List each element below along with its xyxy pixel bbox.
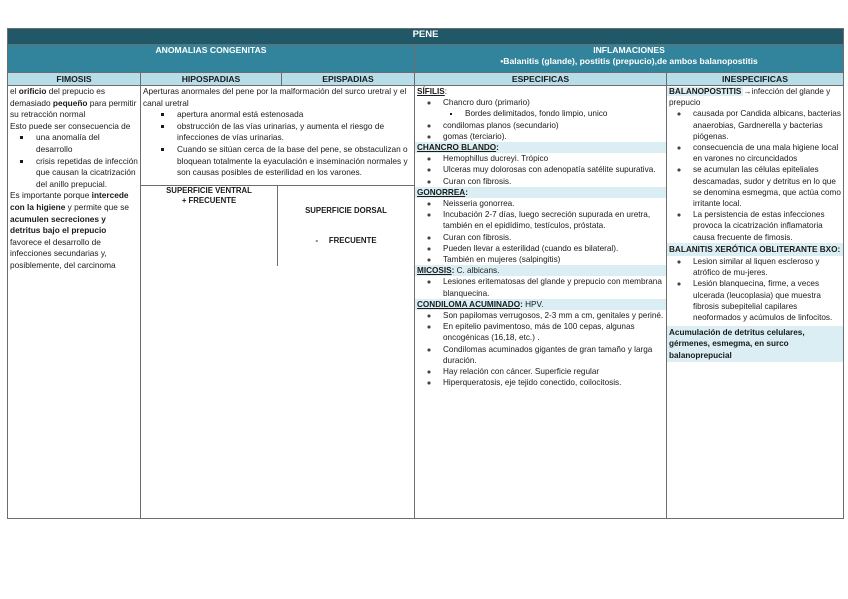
fimosis-cause-intro: Esto puede ser consecuencia de — [10, 120, 131, 131]
hipospadias-cell — [141, 86, 415, 519]
section-inflamaciones-title: INFLAMACIONES — [593, 45, 665, 55]
list-item: ◦ Condilomas acuminados gigantes de gran tamaño y larga duración. — [439, 344, 664, 366]
list-item: ◦ condilomas planos (secundario) — [439, 120, 664, 131]
list-item: ◦ se acumulan las células epiteliales descamadas, sudor y detritus en lo que se denomina esmegma, que actúa como irritante local. — [689, 164, 841, 209]
list-item: ◦ En epitelio pavimentoso, más de 100 cepas, algunas oncogénicas (16,18, etc.) . — [439, 321, 664, 343]
bxo-heading: BALANITIS XERÓTICA OBLITERANTE BXO: — [667, 243, 843, 256]
list-item: ◦ Lesiones eritematosas del glande y prepucio con membrana blanquecina. — [439, 276, 664, 298]
especificas-cell: SÍFILIS: ◦ Chancro duro (primario) ▪ Bordes delimitados, fondo limpio, unico ◦ condilomas planos (secundario) ◦ gomas (terciario). CHANCRO BLANDO: ◦ Hemophillus ducreyi. Trópico ◦ Ulceras muy dolorosas con adenopatía satélite supurativa. ◦ Curan con fibrosis. GONORREA: ◦ Neisseria gonorrea. ◦ Incubación 2-7 días, luego secreción supurada en uretra, también en el epidídimo, testículos, próstata. ◦ Curan con fibrosis. ◦ Pueden llevar a esterilidad (cuando es bilateral). ◦ También en mujeres (salpingitis) MICOSIS: C. albicans. ◦ Lesiones eritematosas del glande y prepucio con membrana blanquecina. CONDILOMA ACUMINADO: HPV. ◦ Son papilomas verrugosos, 2-3 mm a cm, genitales y periné. ◦ En epitelio pavimentoso, más de 100 cepas, algunas oncogénicas (16,18, etc.) . ◦ Condilomas acuminados gigantes de gran tamaño y larga duración. ◦ Hay relación con cáncer. Superficie regular ◦ Hiperqueratosis, eje tejido conectido, coilocitosis. — [415, 86, 667, 519]
list-item: ▪ Bordes delimitados, fondo limpio, unico — [461, 108, 664, 119]
inespecificas-cell — [667, 86, 844, 519]
superficie-split — [141, 186, 414, 266]
list-item: ◦ Curan con fibrosis. — [439, 232, 664, 243]
list-item: ▪ una anomalía del desarrollo — [32, 132, 138, 155]
hipospadias-intro: Aperturas anormales del pene por la malformación del surco uretral y el canal uretral — [143, 86, 407, 108]
section-inflamaciones-subtitle: •Balanitis (glande), postitis (prepucio),de ambos balanopostitis — [500, 55, 758, 66]
micosis-heading: MICOSIS — [417, 266, 452, 276]
list-item: ◦ Ulceras muy dolorosas con adenopatía satélite supurativa. — [439, 164, 664, 175]
list-item: ◦ Lesión blanquecina, firme, a veces ulcerada (leucoplasia) que muestra fibrosis subepitelial capilares neoformados y acúmulos de linfocitos. — [689, 278, 841, 323]
gonorrea-heading: GONORREA — [417, 187, 466, 197]
condiloma-heading: CONDILOMA ACUMINADO — [417, 299, 521, 309]
list-item: ▪ crisis repetidas de infección que causan la cicatrización del anillo prepucial. — [32, 156, 138, 191]
table-title: PENE — [8, 29, 844, 45]
list-item: ◦ La persistencia de estas infecciones provoca la cicatrización inflamatoria causa frecuente de fimosis. — [689, 209, 841, 243]
sifilis-heading: SÍFILIS — [417, 87, 445, 96]
fimosis-importance: Es importante porque intercede con la higiene y permite que se acumulen secreciones y detritus bajo el prepucio favorece el desarrollo de infecciones secundarias y, posiblemente, del carcinoma — [10, 190, 129, 270]
column-especificas: ESPECIFICAS — [415, 73, 667, 86]
fimosis-definition: el orificio del prepucio es demasiado pequeño para permitir su retracción normal — [10, 86, 137, 120]
column-epispadias: EPISPADIAS — [282, 73, 415, 86]
balanopostitis-definition: BALANOPOSTITIS →infección del glande y prepucio — [669, 87, 831, 108]
column-hipospadias: HIPOSPADIAS — [141, 73, 282, 86]
list-item: ◦ Pueden llevar a esterilidad (cuando es bilateral). — [439, 243, 664, 254]
list-item: ◦ Hiperqueratosis, eje tejido conectido, coilocitosis. — [439, 377, 664, 388]
list-item: ◦ Neisseria gonorrea. — [439, 198, 664, 209]
list-item: ◦ Incubación 2-7 días, luego secreción supurada en uretra, también en el epidídimo, testículos, próstata. — [439, 209, 664, 231]
list-item: ▪ Cuando se sitúan cerca de la base del pene, se obstaculizan o bloquean totalmente la eyaculación e inseminación normales y son causas posibles de esterilidad en los varones. — [173, 144, 412, 179]
column-fimosis: FIMOSIS — [8, 73, 141, 86]
column-inespecificas: INESPECIFICAS — [667, 73, 844, 86]
list-item: ◦ Lesion similar al liquen escleroso y atrófico de mu-jeres. — [689, 256, 841, 278]
section-inflamaciones — [415, 45, 844, 73]
list-item: ◦ Hay relación con cáncer. Superficie regular — [439, 366, 664, 377]
section-anomalias: ANOMALIAS CONGENITAS — [8, 45, 415, 73]
chancro-blando-heading: CHANCRO BLANDO — [417, 143, 497, 153]
list-item: ◦ Chancro duro (primario) ▪ Bordes delimitados, fondo limpio, unico — [439, 97, 664, 119]
list-item: ▪ obstrucción de las vías urinarias, y aumenta el riesgo de infecciones de vías urinarias. — [173, 121, 412, 144]
list-item: ◦ consecuencia de una mala higiene local en varones no circuncidados — [689, 142, 841, 164]
list-item: ◦ gomas (terciario). — [439, 131, 664, 142]
hipospadias-list — [143, 109, 412, 179]
superficie-dorsal: SUPERFICIE DORSAL - FRECUENTE — [277, 186, 414, 266]
fimosis-cell — [8, 86, 141, 519]
list-item: ▪ apertura anormal está estenosada — [173, 109, 412, 121]
superficie-ventral: SUPERFICIE VENTRAL + FRECUENTE — [166, 185, 252, 205]
detritus-note: Acumulación de detritus celulares, gérmenes, esmegma, en surco balanoprepucial — [667, 326, 843, 362]
fimosis-causes — [10, 132, 138, 190]
list-item: ◦ causada por Candida albicans, bacterias anaerobias, Gardnerella y bacterias piógenas. — [689, 108, 841, 142]
list-item: ◦ Hemophillus ducreyi. Trópico — [439, 153, 664, 164]
list-item: ◦ Curan con fibrosis. — [439, 176, 664, 187]
summary-table — [7, 28, 844, 519]
list-item: ◦ Son papilomas verrugosos, 2-3 mm a cm, genitales y periné. — [439, 310, 664, 321]
list-item: ◦ También en mujeres (salpingitis) — [439, 254, 664, 265]
